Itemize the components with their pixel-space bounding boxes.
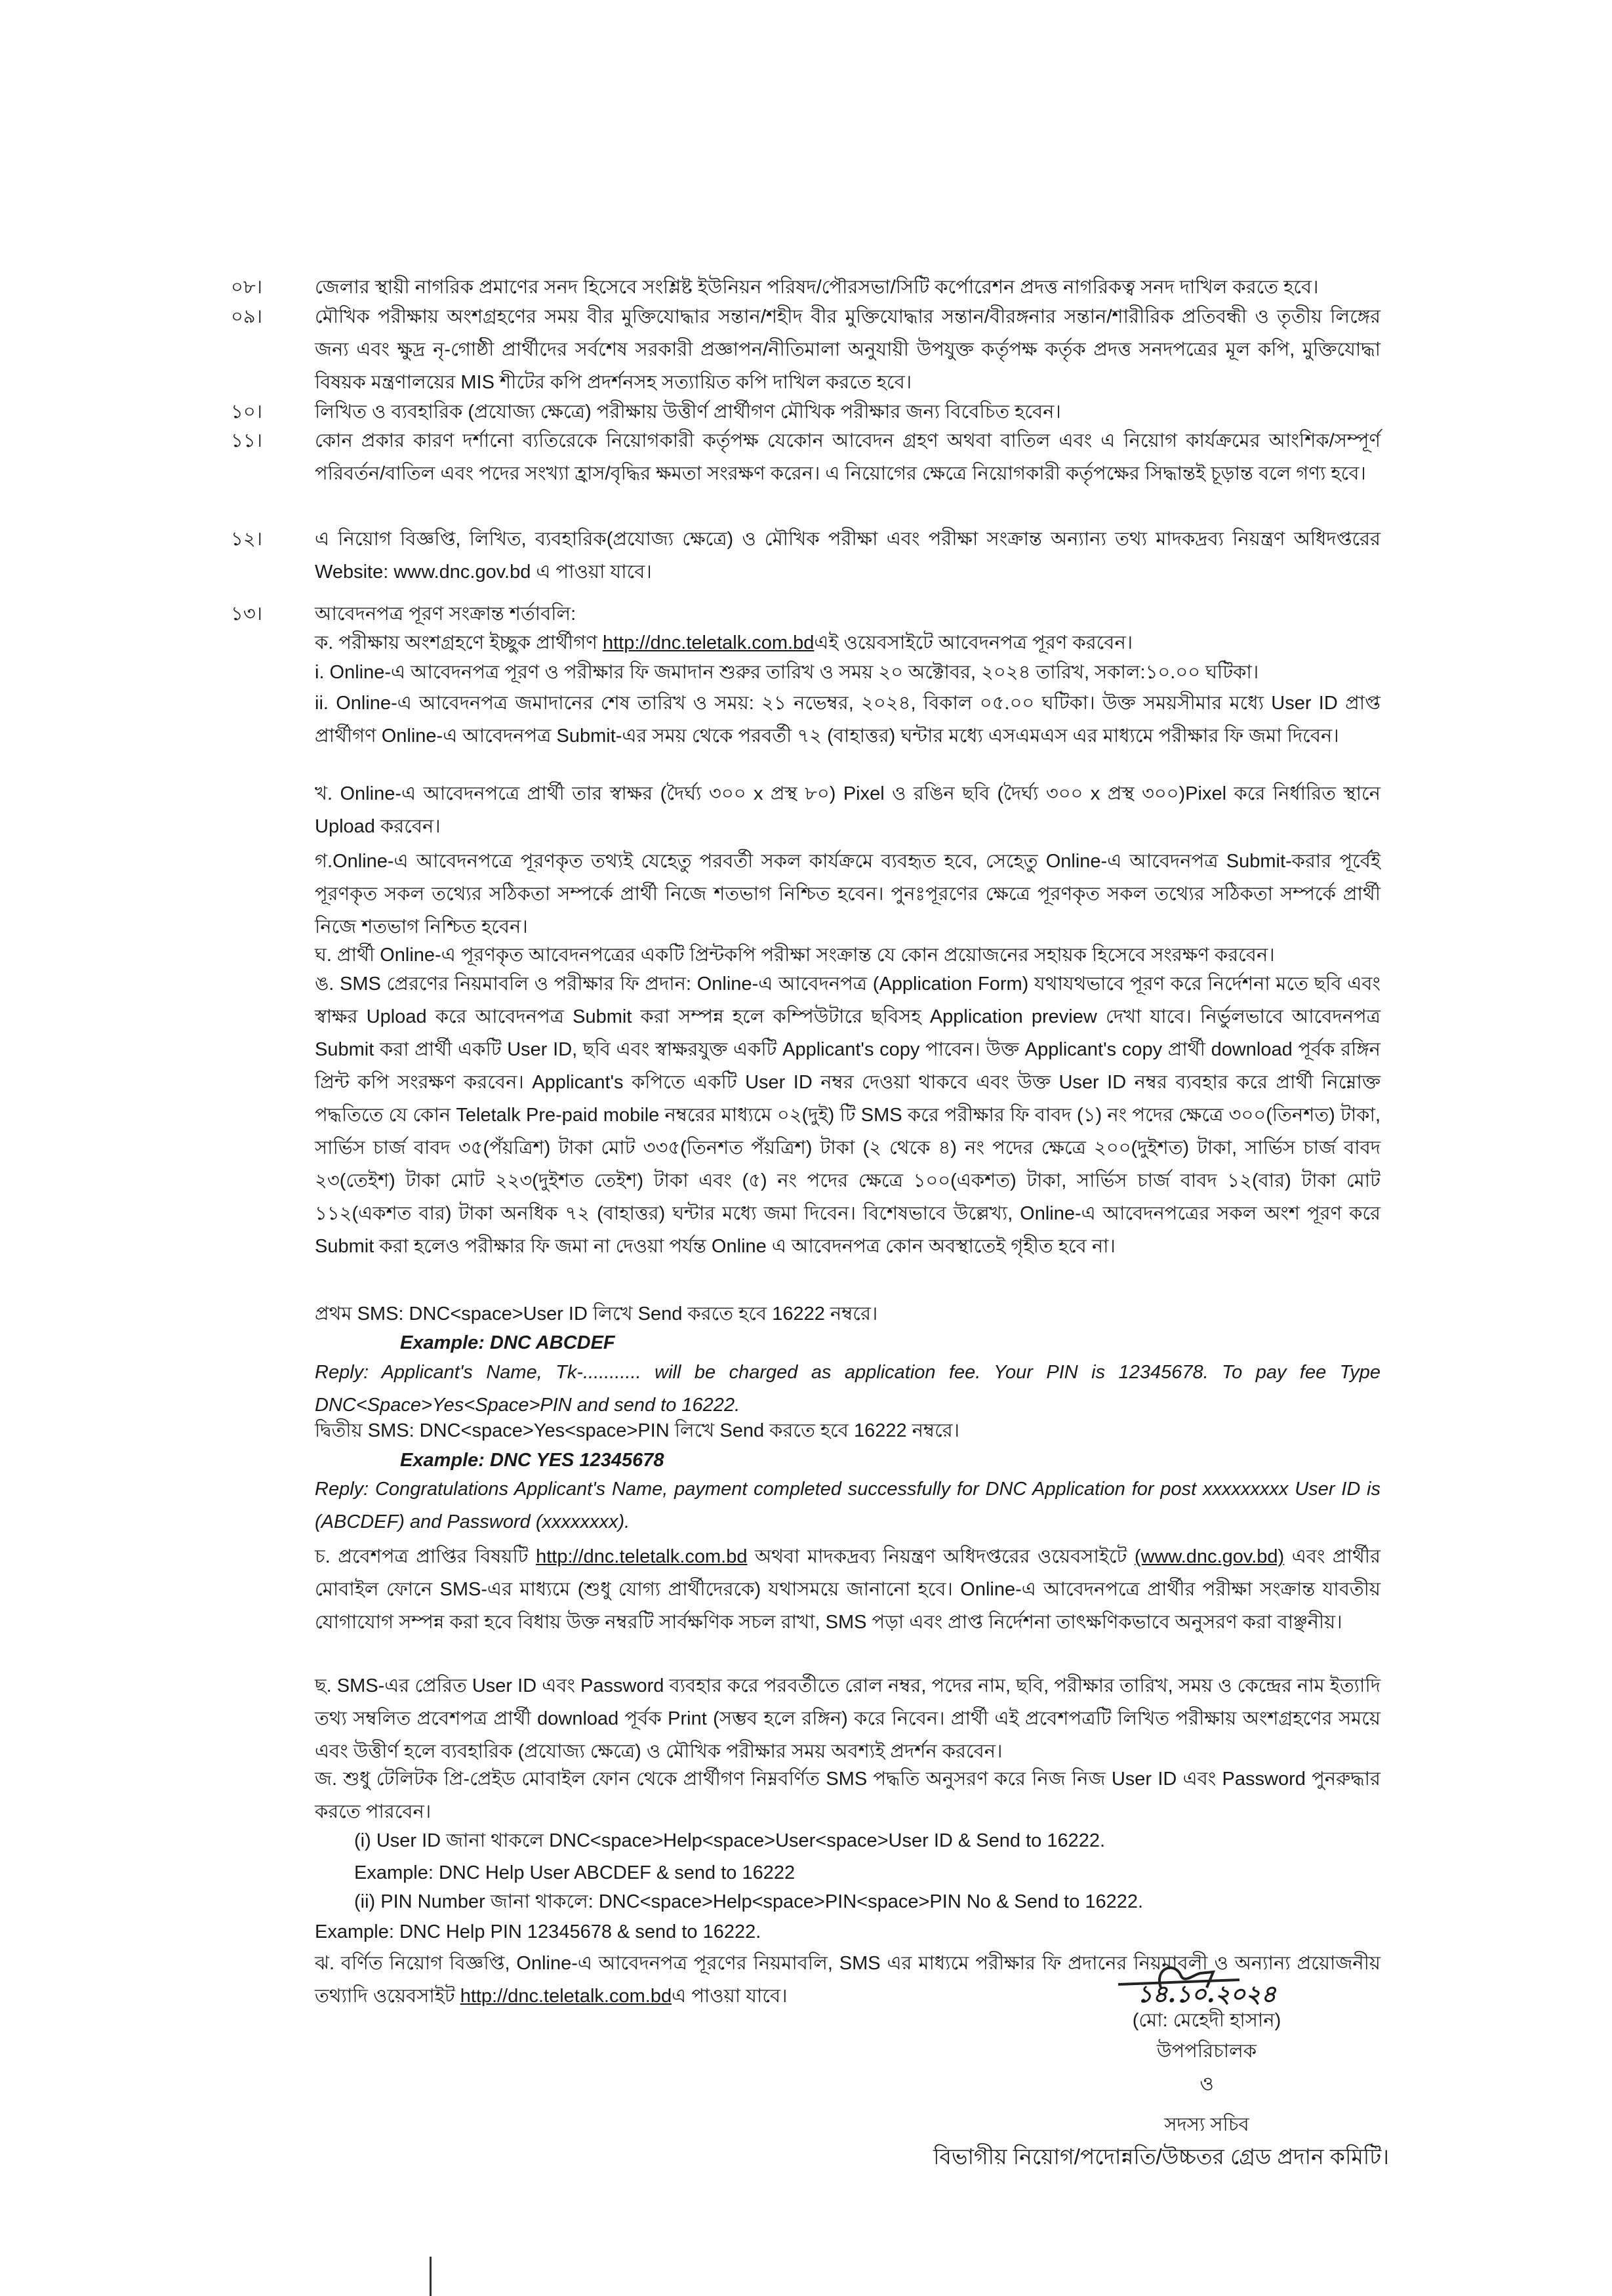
condition-kha: খ. Online-এ আবেদনপত্রে প্রার্থী তার স্বাক্ষর (দৈর্ঘ্য ৩০০ x প্রস্থ ৮০) Pixel ও রঙিন ছবি (দৈর্ঘ্য ৩০০ x প্রস্থ ৩০০)Pixel করে নির্ধারিত স্থানে Upload করবেন।: [315, 783, 1380, 837]
item-number: ১০।: [231, 401, 263, 422]
signatory-role: সদস্য সচিব: [1164, 2114, 1249, 2135]
reply-2: Reply: Congratulations Applicant's Name, payment completed successfully for DNC Application for post xxxxxxxxx User ID is (ABCDEF) and Password (xxxxxxxx).: [315, 1479, 1380, 1532]
teletalk-link[interactable]: http://dnc.teletalk.com.bd: [602, 632, 815, 653]
signatory-name: (মো: মেহেদী হাসান): [1132, 2010, 1281, 2031]
item-number: ১২।: [231, 529, 263, 550]
recover-pin: (ii) PIN Number জানা থাকলে: DNC<space>Help<space>PIN<space>PIN No & Send to 16222.: [354, 1891, 1144, 1912]
condition-cha-text: অথবা মাদকদ্রব্য নিয়ন্ত্রণ অধিদপ্তরের ওয়েবসাইটে: [747, 1546, 1135, 1567]
dnc-website-link[interactable]: (www.dnc.gov.bd): [1134, 1546, 1285, 1567]
condition-i: i. Online-এ আবেদনপত্র পূরণ ও পরীক্ষার ফি জমাদান শুরুর তারিখ ও সময় ২০ অক্টোবর, ২০২৪ তারিখ, সকাল:১০.০০ ঘটিকা।: [315, 662, 1259, 683]
condition-cha: [315, 1540, 1380, 1639]
condition-ka-text: ক. পরীক্ষায় অংশগ্রহণে ইচ্ছুক প্রার্থীগণ: [315, 632, 603, 653]
recover-user-id: (i) User ID জানা থাকলে DNC<space>Help<space>User<space>User ID & Send to 16222.: [354, 1830, 1106, 1851]
recover-user-id-example: Example: DNC Help User ABCDEF & send to 16222: [354, 1862, 796, 1883]
signatory-and: ও: [1199, 2074, 1214, 2095]
example-1: Example: DNC ABCDEF: [400, 1332, 615, 1353]
condition-chha: ছ. SMS-এর প্রেরিত User ID এবং Password ব্যবহার করে পরবর্তীতে রোল নম্বর, পদের নাম, ছবি, পরীক্ষার তারিখ, সময় ও কেন্দ্রের নাম ইত্যাদি তথ্য সম্বলিত প্রবেশপত্র প্রার্থী download পূর্বক Print (সম্ভব হলে রঙ্গিন) করে নিবেন। প্রার্থী এই প্রবেশপত্রটি লিখিত পরীক্ষায় অংশগ্রহণের সময়ে এবং উত্তীর্ণ হলে ব্যবহারিক (প্রযোজ্য ক্ষেত্রে) ও মৌখিক পরীক্ষার সময় অবশ্যই প্রদর্শন করবেন।: [315, 1675, 1380, 1762]
condition-uma: ঙ. SMS প্রেরণের নিয়মাবলি ও পরীক্ষার ফি প্রদান: Online-এ আবেদনপত্র (Application Form) যথাযথভাবে পূরণ করে নির্দেশনা মতে ছবি এবং স্বাক্ষর Upload করে আবেদনপত্র Submit করা সম্পন্ন হলে কম্পিউটারে ছবিসহ Application preview দেখা যাবে। নির্ভুলভাবে আবেদনপত্র Submit করা প্রার্থী একটি User ID, ছবি এবং স্বাক্ষরযুক্ত একটি Applicant's copy পাবেন। উক্ত Applicant's copy প্রার্থী download পূর্বক রঙ্গিন প্রিন্ট কপি সংরক্ষণ করবেন। Applicant's কপিতে একটি User ID নম্বর দেওয়া থাকবে এবং উক্ত User ID নম্বর ব্যবহার করে প্রার্থী নিম্নোক্ত পদ্ধতিতে যে কোন Teletalk Pre-paid mobile নম্বরের মাধ্যমে ০২(দুই) টি SMS করে পরীক্ষার ফি বাবদ (১) নং পদের ক্ষেত্রে ৩০০(তিনশত) টাকা, সার্ভিস চার্জ বাবদ ৩৫(পঁয়ত্রিশ) টাকা মোট ৩৩৫(তিনশত পঁয়ত্রিশ) টাকা (২ থেকে ৪) নং পদের ক্ষেত্রে ২০০(দুইশত) টাকা, সার্ভিস চার্জ বাবদ ২৩(তেইশ) টাকা মোট ২২৩(দুইশত তেইশ) টাকা এবং (৫) নং পদের ক্ষেত্রে ১০০(একশত) টাকা, সার্ভিস চার্জ বাবদ ১২(বার) টাকা মোট ১১২(একশত বার) টাকা অনধিক ৭২ (বাহাত্তর) ঘন্টার মধ্যে জমা দিবেন। বিশেষভাবে উল্লেখ্য, Online-এ আবেদনপত্রের সকল অংশ পূরণ করে Submit করা হলেও পরীক্ষার ফি জমা না দেওয়া পর্যন্ত Online এ আবেদনপত্র কোন অবস্থাতেই গৃহীত হবে না।: [315, 974, 1380, 1257]
item-11: কোন প্রকার কারণ দর্শানো ব্যতিরেকে নিয়োগকারী কর্তৃপক্ষ যেকোন আবেদন গ্রহণ অথবা বাতিল এবং এ নিয়োগ কার্যক্রমের আংশিক/সম্পূর্ণ পরিবর্তন/বাতিল এবং পদের সংখ্যা হ্রাস/বৃদ্ধির ক্ষমতা সংরক্ষণ করেন। এ নিয়োগের ক্ষেত্রে নিয়োগকারী কর্তৃপক্ষের সিদ্ধান্তই চূড়ান্ত বলে গণ্য হবে।: [315, 430, 1380, 484]
item-number: ০৯।: [231, 306, 263, 327]
condition-ii: ii. Online-এ আবেদনপত্র জমাদানের শেষ তারিখ ও সময়: ২১ নভেম্বর, ২০২৪, বিকাল ০৫.০০ ঘটিকা। উক্ত সময়সীমার মধ্যে User ID প্রাপ্ত প্রার্থীগণ Online-এ আবেদনপত্র Submit-এর সময় থেকে পরবর্তী ৭২ (বাহাত্তর) ঘন্টার মধ্যে এসএমএস এর মাধ্যমে পরীক্ষার ফি জমা দিবেন।: [315, 693, 1380, 747]
recover-pin-example: Example: DNC Help PIN 12345678 & send to 16222.: [315, 1921, 761, 1942]
item-number: ০৮।: [231, 277, 263, 298]
example-2: Example: DNC YES 12345678: [400, 1450, 664, 1471]
teletalk-link[interactable]: http://dnc.teletalk.com.bd: [460, 1986, 672, 2007]
condition-jha-text: এ পাওয়া যাবে।: [672, 1986, 788, 2007]
condition-ka: [315, 626, 1380, 659]
item-10: লিখিত ও ব্যবহারিক (প্রযোজ্য ক্ষেত্রে) পরীক্ষায় উত্তীর্ণ প্রার্থীগণ মৌখিক পরীক্ষার জন্য বিবেচিত হবেন।: [315, 401, 1061, 422]
condition-ka-text: এই ওয়েবসাইটে আবেদনপত্র পূরণ করবেন।: [814, 632, 1133, 653]
signature-date: ১৪.১০.২০২৪: [1137, 1980, 1277, 2008]
condition-jha-text: ঝ. বর্ণিত নিয়োগ বিজ্ঞপ্তি, Online-এ আবেদনপত্র পূরণের নিয়মাবলি, SMS এর মাধ্যমে পরীক্ষার ফি প্রদানের নিয়মাবলী ও অন্যান্য প্রয়োজনীয় তথ্যাদি ওয়েবসাইট: [315, 1953, 1380, 2007]
item-08: জেলার স্থায়ী নাগরিক প্রমাণের সনদ হিসেবে সংশ্লিষ্ট ইউনিয়ন পরিষদ/পৌরসভা/সিটি কর্পোরেশন প্রদত্ত নাগরিকত্ব সনদ দাখিল করতে হবে।: [315, 277, 1319, 298]
item-09: মৌখিক পরীক্ষায় অংশগ্রহণের সময় বীর মুক্তিযোদ্ধার সন্তান/শহীদ বীর মুক্তিযোদ্ধার সন্তান/বীরঙ্গনার সন্তান/শারীরিক প্রতিবন্ধী ও তৃতীয় লিঙ্গের জন্য এবং ক্ষুদ্র নৃ-গোষ্ঠী প্রার্থীদের সর্বশেষ সরকারী প্রজ্ঞাপন/নীতিমালা অনুযায়ী উপযুক্ত কর্তৃপক্ষ কর্তৃক প্রদত্ত সনদপত্রের মূল কপি, মুক্তিযোদ্ধা বিষয়ক মন্ত্রণালয়ের MIS শীটের কপি প্রদর্শনসহ সত্যায়িত কপি দাখিল করতে হবে।: [315, 306, 1380, 393]
scan-mark: [430, 2257, 432, 2296]
item-number: ১১।: [231, 430, 263, 451]
condition-ja: জ. শুধু টেলিটক প্রি-প্রেইড মোবাইল ফোন থেকে প্রার্থীগণ নিম্নবর্ণিত SMS পদ্ধতি অনুসরণ করে নিজ নিজ User ID এবং Password পুনরুদ্ধার করতে পারবেন।: [315, 1769, 1380, 1822]
teletalk-link[interactable]: http://dnc.teletalk.com.bd: [536, 1546, 748, 1567]
item-13-heading: আবেদনপত্র পূরণ সংক্রান্ত শর্তাবলি:: [315, 604, 576, 625]
condition-gha: ঘ. প্রার্থী Online-এ পূরণকৃত আবেদনপত্রের একটি প্রিন্টকপি পরীক্ষা সংক্রান্ত যে কোন প্রয়োজনের সহায়ক হিসেবে সংরক্ষণ করবেন।: [315, 945, 1275, 966]
first-sms: প্রথম SMS: DNC<space>User ID লিখে Send করতে হবে 16222 নম্বরে।: [315, 1303, 878, 1324]
condition-cha-text: এবং প্রার্থীর মোবাইল ফোনে SMS-এর মাধ্যমে (শুধু যোগ্য প্রার্থীদেরকে) যথাসময়ে জানানো হবে। Online-এ আবেদনপত্রে প্রার্থীর পরীক্ষা সংক্রান্ত যাবতীয় যোগাযোগ সম্পন্ন করা হবে বিধায় উক্ত নম্বরটি সার্বক্ষণিক সচল রাখা, SMS পড়া এবং প্রাপ্ত নির্দেশনা তাৎক্ষণিকভাবে অনুসরণ করা বাঞ্ছনীয়।: [315, 1546, 1380, 1633]
item-12: এ নিয়োগ বিজ্ঞপ্তি, লিখিত, ব্যবহারিক(প্রযোজ্য ক্ষেত্রে) ও মৌখিক পরীক্ষা এবং পরীক্ষা সংক্রান্ত অন্যান্য তথ্য মাদকদ্রব্য নিয়ন্ত্রণ অধিদপ্তরের Website: www.dnc.gov.bd এ পাওয়া যাবে।: [315, 529, 1380, 583]
condition-ga: গ.Online-এ আবেদনপত্রে পূরণকৃত তথ্যই যেহেতু পরবর্তী সকল কার্যক্রমে ব্যবহৃত হবে, সেহেতু Online-এ আবেদনপত্র Submit-করার পূর্বেই পূরণকৃত সকল তথ্যের সঠিকতা সম্পর্কে প্রার্থী নিজে শতভাগ নিশ্চিত হবেন। পুনঃপূরণের ক্ষেত্রে পূরণকৃত সকল তথ্যের সঠিকতা সম্পর্কে প্রার্থী নিজে শতভাগ নিশ্চিত হবেন।: [315, 851, 1380, 937]
committee-name: বিভাগীয় নিয়োগ/পদোন্নতি/উচ্চতর গ্রেড প্রদান কমিটি।: [933, 2144, 1389, 2169]
signatory-designation: উপপরিচালক: [1156, 2041, 1257, 2062]
reply-1: Reply: Applicant's Name, Tk-........... will be charged as application fee. Your PIN is 12345678. To pay fee Type DNC<Space>Yes<Space>PIN and send to 16222.: [315, 1362, 1380, 1416]
item-number: ১৩।: [231, 604, 263, 625]
second-sms: দ্বিতীয় SMS: DNC<space>Yes<space>PIN লিখে Send করতে হবে 16222 নম্বরে।: [315, 1420, 960, 1441]
condition-cha-text: চ. প্রবেশপত্র প্রাপ্তির বিষয়টি: [315, 1546, 536, 1567]
